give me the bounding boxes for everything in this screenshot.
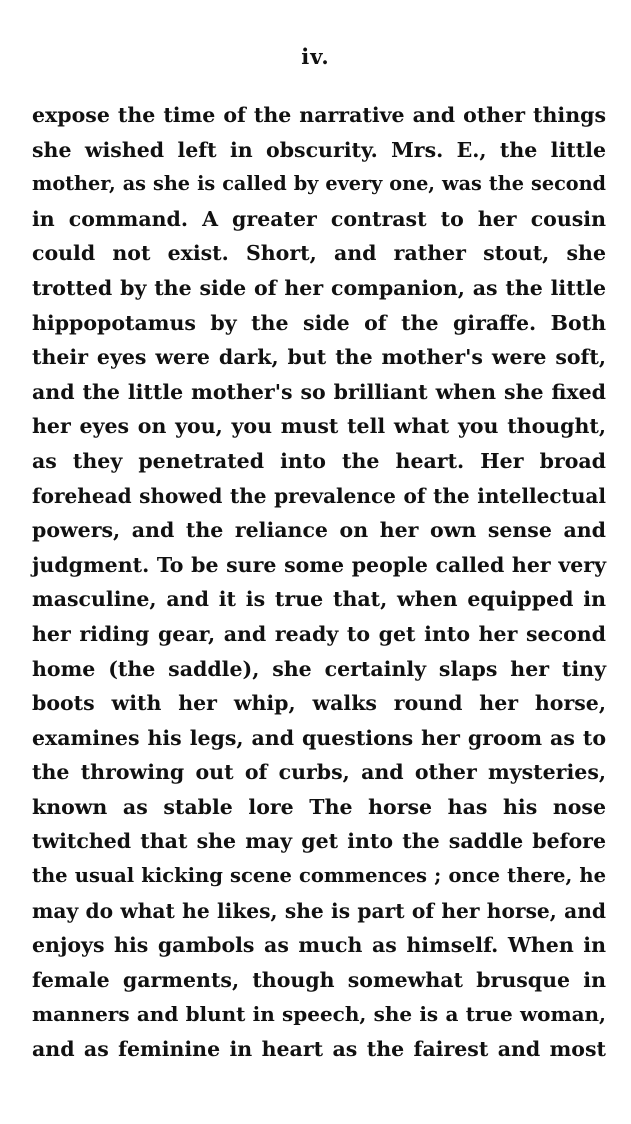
text-line: home (the saddle), she certainly slaps her tiny (32, 656, 606, 681)
text-line: her eyes on you, you must tell what you thought, (32, 414, 606, 439)
text-line: expose the time of the narrative and other things (32, 103, 606, 127)
text-line: examines his legs, and questions her groom as to (32, 725, 606, 750)
page-number: iv. (301, 44, 330, 69)
text-line: mother, as she is called by every one, was the second (32, 172, 606, 196)
text-line: trotted by the side of her companion, as the little (32, 275, 606, 300)
text-line: boots with her whip, walks round her horse, (32, 691, 606, 716)
text-line: known as stable lore The horse has his nose (32, 794, 606, 819)
text-line: in command. A greater contrast to her cousin (32, 206, 606, 231)
text-line: forehead showed the prevalence of the intellectual (32, 483, 606, 508)
text-line: female garments, though somewhat brusque in (32, 967, 606, 992)
text-line: and the little mother's so brilliant when she fixed (32, 379, 606, 404)
text-line: masculine, and it is true that, when equipped in (32, 587, 606, 612)
text-line: her riding gear, and ready to get into her second (32, 621, 606, 646)
text-line: and as feminine in heart as the fairest and most (32, 1037, 606, 1062)
text-line: enjoys his gambols as much as himself. When in (32, 933, 606, 958)
text-line: hippopotamus by the side of the giraffe. Both (32, 310, 606, 335)
text-line: powers, and the reliance on her own sense and (32, 518, 606, 543)
text-line: the throwing out of curbs, and other mysteries, (32, 760, 606, 785)
text-line: she wished left in obscurity. Mrs. E., the little (32, 137, 606, 162)
text-line: manners and blunt in speech, she is a true woman, (32, 1002, 606, 1027)
text-line: as they penetrated into the heart. Her broad (32, 448, 606, 473)
text-line: the usual kicking scene commences ; once there, he (32, 864, 606, 888)
text-line: may do what he likes, she is part of her horse, and (32, 898, 606, 923)
text-line: judgment. To be sure some people called her very (32, 552, 606, 577)
body-text (32, 98, 606, 1067)
text-line: could not exist. Short, and rather stout, she (32, 241, 606, 266)
text-line: their eyes were dark, but the mother's were soft, (32, 345, 606, 370)
text-line: twitched that she may get into the saddle before (32, 829, 606, 854)
